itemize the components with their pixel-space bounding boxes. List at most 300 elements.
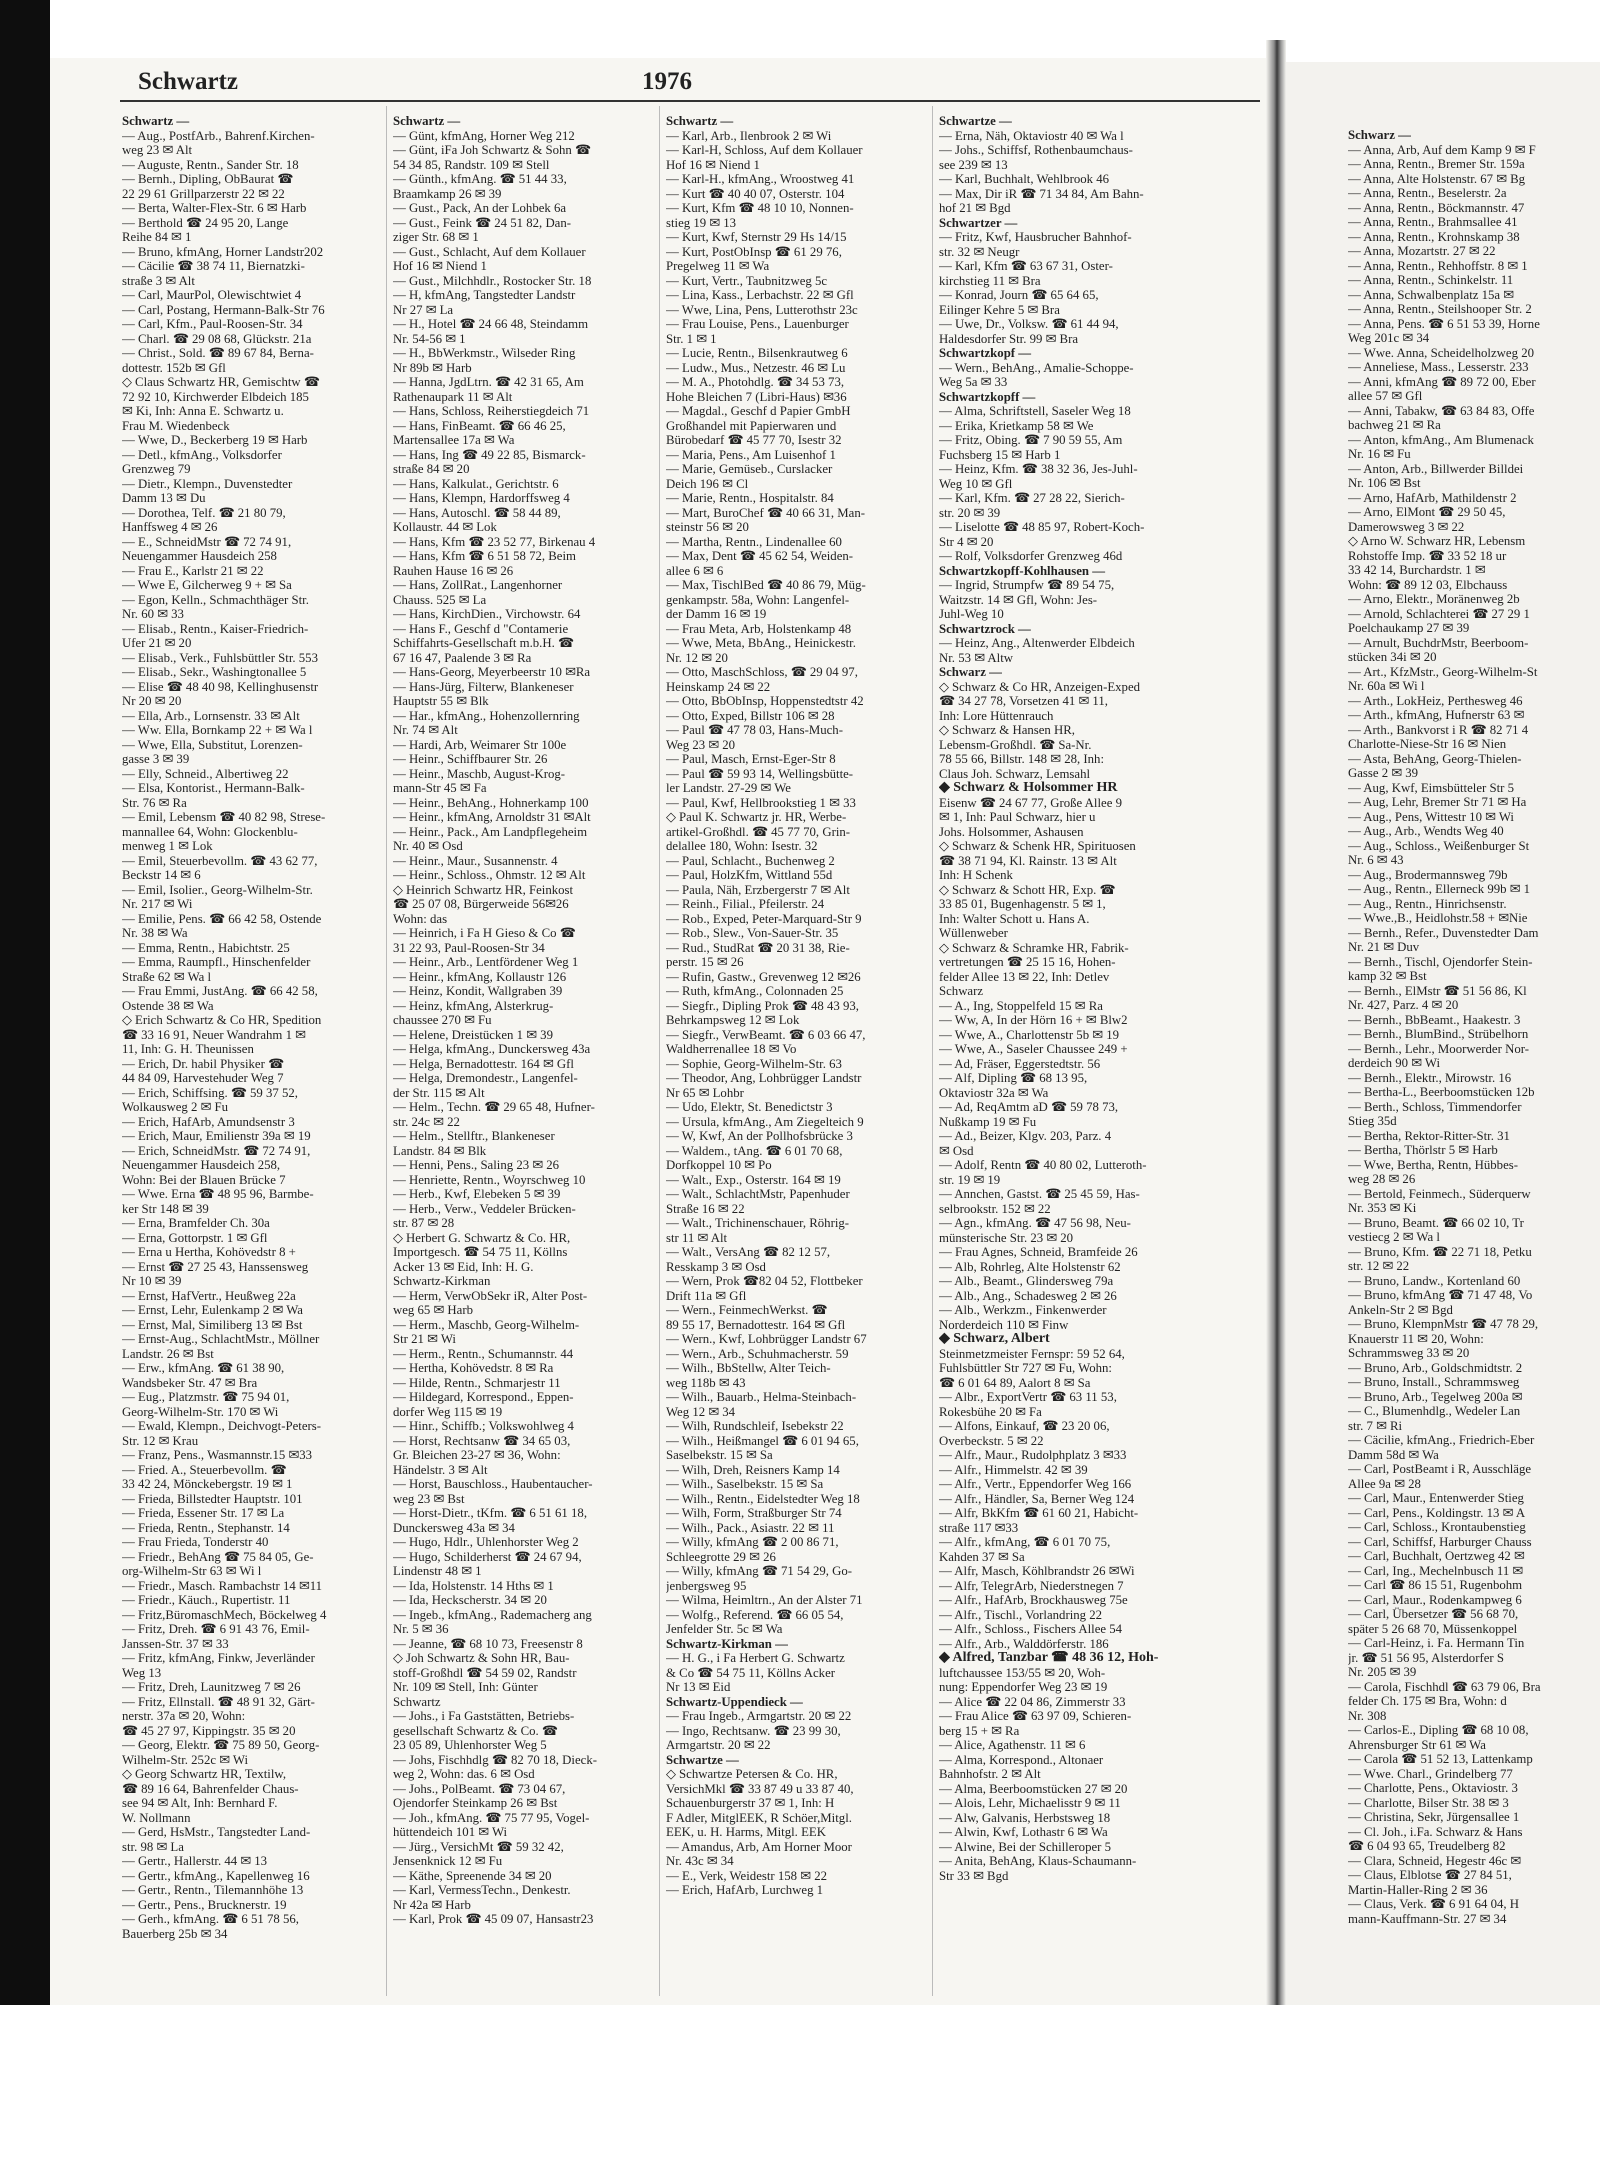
directory-entry: — Anita, BehAng, Klaus-Schaumann- <box>939 1854 1137 1868</box>
directory-entry: — Heinr., Maur., Susannenstr. 4 <box>393 853 558 868</box>
directory-entry: Str 4 ✉ 20 <box>939 534 994 549</box>
directory-entry: Str 21 ✉ Wi <box>393 1332 456 1346</box>
directory-entry: — Alfr., Arb., Walddörferstr. 186 <box>939 1636 1109 1651</box>
directory-entry: Norderdeich 110 ✉ Finw <box>939 1317 1069 1332</box>
directory-entry: — Wwe, Ella, Substitut, Lorenzen- <box>122 737 303 752</box>
directory-entry: vertretungen ☎ 25 15 16, Hohen- <box>939 955 1116 969</box>
directory-entry: — Helene, Dreistücken 1 ✉ 39 <box>393 1027 553 1042</box>
directory-entry: weg 28 ✉ 26 <box>1348 1172 1416 1186</box>
directory-entry: — Frieda, Rentn., Stephanstr. 14 <box>122 1520 290 1535</box>
directory-entry: — Wilh, Form, Straßburger Str 74 <box>666 1506 842 1520</box>
directory-entry: Neuengammer Hausdeich 258, <box>122 1158 281 1172</box>
directory-entry: — Ernst, Lehr, Eulenkamp 2 ✉ Wa <box>122 1303 303 1317</box>
directory-entry: — Anton, Arb., Billwerder Billdei <box>1348 461 1524 476</box>
directory-entry: — Carl, PostBeamt i R, Ausschläge <box>1348 1462 1532 1476</box>
directory-entry: Gasse 2 ✉ 39 <box>1348 766 1419 780</box>
directory-entry: — Gerd, HsMstr., Tangstedter Land- <box>122 1825 311 1839</box>
directory-entry: — Emil, Isolier., Georg-Wilhelm-Str. <box>122 882 313 897</box>
directory-entry: — Herm., Rentn., Schumannstr. 44 <box>393 1346 574 1361</box>
directory-entry: — Emilie, Pens. ☎ 66 42 58, Ostende <box>122 911 322 926</box>
directory-entry: Schwartz — <box>666 114 734 128</box>
directory-entry: — Frau Meta, Arb, Holstenkamp 48 <box>666 621 852 636</box>
directory-entry: — Wwe. Anna, Scheidelholzweg 20 <box>1348 345 1534 360</box>
directory-entry: VersichMkl ☎ 33 87 49 u 33 87 40, <box>666 1781 854 1796</box>
directory-entry: — Aug., Rentn., Ellerneck 99b ✉ 1 <box>1348 882 1531 896</box>
directory-entry: Schwartz-Uppendieck — <box>666 1694 803 1709</box>
directory-entry: — Erich, HafArb, Amundsenstr 3 <box>122 1114 295 1129</box>
directory-entry: Nr 10 ✉ 39 <box>122 1274 182 1288</box>
directory-entry: Bauerberg 25b ✉ 34 <box>122 1926 228 1941</box>
directory-entry: — Erna, Näh, Oktaviostr 40 ✉ Wa l <box>939 128 1124 143</box>
directory-entry: Hof 16 ✉ Niend 1 <box>666 157 760 172</box>
directory-entry: ✉ Ki, Inh: Anna E. Schwartz u. <box>122 404 284 418</box>
directory-entry: — Christina, Sekr, Jürgensallee 1 <box>1348 1810 1520 1824</box>
directory-entry: — Gertr., kfmAng., Kapellenweg 16 <box>122 1868 310 1883</box>
directory-entry: — Gerh., kfmAng. ☎ 6 51 78 56, <box>122 1912 299 1926</box>
directory-entry: — Alma, Schriftstell, Saseler Weg 18 <box>939 404 1131 418</box>
directory-entry: — Anna, Rentn., Rehhoffstr. 8 ✉ 1 <box>1348 258 1528 273</box>
directory-entry: — Anna, Rentn., Böckmannstr. 47 <box>1348 200 1525 215</box>
directory-entry: — Helm., Stellftr., Blankeneser <box>393 1129 555 1143</box>
directory-entry: Schwartze — <box>666 1752 739 1767</box>
directory-entry: Schleegrotte 29 ✉ 26 <box>666 1549 776 1564</box>
directory-entry: — E., Verk, Weidestr 158 ✉ 22 <box>666 1868 827 1883</box>
directory-entry: — Erna u Hertha, Kohövedstr 8 + <box>122 1245 296 1259</box>
directory-entry: Wolkausweg 2 ✉ Fu <box>122 1100 229 1114</box>
directory-entry: — Hans-Jürg, Filterw, Blankeneser <box>393 679 574 694</box>
directory-entry: — Gertr., Hallerstr. 44 ✉ 13 <box>122 1854 268 1868</box>
directory-entry: — Wilh, Dreh, Reisners Kamp 14 <box>666 1462 840 1477</box>
directory-entry: Schwartz <box>393 1694 441 1709</box>
directory-entry: 54 34 85, Randstr. 109 ✉ Stell <box>393 157 550 172</box>
directory-entry: Schiffahrts-Gesellschaft m.b.H. ☎ <box>393 636 574 650</box>
directory-entry: — Dietr., Klempn., Duvenstedter <box>122 476 293 491</box>
directory-entry: — Rufin, Gastw., Grevenweg 12 ✉26 <box>666 969 861 984</box>
directory-entry: — Konrad, Journ ☎ 65 64 65, <box>939 288 1099 302</box>
directory-entry: Ankeln-Str 2 ✉ Bgd <box>1348 1302 1453 1317</box>
directory-entry: Waldherrenallee 18 ✉ Vo <box>666 1042 797 1056</box>
directory-entry: — Anna, Rentn., Beselerstr. 2a <box>1348 186 1507 200</box>
directory-entry: 23 05 89, Uhlenhorster Weg 5 <box>393 1738 547 1752</box>
directory-entry: Deich 196 ✉ Cl <box>666 476 749 491</box>
directory-entry: Acker 13 ✉ Eid, Inh: H. G. <box>393 1259 534 1274</box>
directory-entry: stoff-Großhdl ☎ 54 59 02, Randstr <box>393 1665 577 1680</box>
directory-entry: Weg 23 ✉ 20 <box>666 737 736 752</box>
directory-entry: chaussee 270 ✉ Fu <box>393 1013 492 1027</box>
directory-entry: münsterische Str. 23 ✉ 20 <box>939 1230 1074 1245</box>
directory-entry: Bürobedarf ☎ 45 77 70, Isestr 32 <box>666 433 842 447</box>
directory-entry: Nr 20 ✉ 20 <box>122 694 182 708</box>
directory-entry: delallee 180, Wohn: Isestr. 32 <box>666 839 818 853</box>
directory-entry: see 239 ✉ 13 <box>939 157 1008 172</box>
directory-entry: — W, Kwf, An der Pollhofsbrücke 3 <box>666 1129 853 1143</box>
directory-entry: — Carl, Maur., Rodenkampweg 6 <box>1348 1592 1522 1607</box>
directory-entry: ◇ Schwarz & Schott HR, Exp. ☎ <box>939 882 1116 897</box>
directory-entry: — Marie, Gemüseb., Curslacker <box>666 462 833 476</box>
directory-entry: ◇ Joh Schwartz & Sohn HR, Bau- <box>393 1651 570 1665</box>
directory-entry: Wohn: ☎ 89 12 03, Elbchauss <box>1348 577 1508 592</box>
directory-entry: — Dorothea, Telf. ☎ 21 80 79, <box>122 505 286 520</box>
directory-entry: — Carlos-E., Dipling ☎ 68 10 08, <box>1348 1723 1529 1737</box>
directory-entry: Schwartzkopff — <box>939 389 1036 404</box>
directory-entry: — Horst, Bauschloss., Haubentaucher- <box>393 1477 593 1491</box>
directory-entry: ☎ 33 16 91, Neuer Wandrahm 1 ✉ <box>122 1027 306 1042</box>
directory-entry: Hohe Bleichen 7 (Libri-Haus) ✉36 <box>666 389 847 404</box>
directory-entry: Knauerstr 11 ✉ 20, Wohn: <box>1348 1331 1484 1346</box>
directory-entry: — Herb., Verw., Veddeler Brücken- <box>393 1201 576 1216</box>
directory-entry: str 11 ✉ Alt <box>666 1230 728 1245</box>
directory-entry: — Aug., Rentn., Hinrichsenstr. <box>1348 896 1507 911</box>
directory-entry: — Gust., Milchhdlr., Rostocker Str. 18 <box>393 273 592 288</box>
directory-entry: — Paul, Masch, Ernst-Eger-Str 8 <box>666 752 836 766</box>
directory-entry: Nr 65 ✉ Lohbr <box>666 1085 744 1100</box>
directory-entry: — Gust., Pack, An der Lohbek 6a <box>393 201 567 215</box>
directory-entry: — Alwin, Kwf, Lothastr 6 ✉ Wa <box>939 1825 1108 1839</box>
directory-entry: — Elsa, Kontorist., Hermann-Balk- <box>122 781 305 795</box>
directory-entry: — Käthe, Spreenende 34 ✉ 20 <box>393 1868 552 1883</box>
directory-entry: — Kurt, PostObInsp ☎ 61 29 76, <box>666 244 842 259</box>
directory-entry: — Alfr, BkKfm ☎ 61 60 21, Habicht- <box>939 1506 1139 1520</box>
directory-entry: Nr. 54-56 ✉ 1 <box>393 331 466 346</box>
directory-entry: — Horst, Rechtsanw ☎ 34 65 03, <box>393 1433 571 1448</box>
directory-entry: — Wilh., Saselbekstr. 15 ✉ Sa <box>666 1477 824 1491</box>
directory-entry: — Emil, Lebensm ☎ 40 82 98, Strese- <box>122 810 326 824</box>
directory-entry: dottestr. 152b ✉ Gfl <box>122 360 226 375</box>
directory-entry: — Hans, FinBeamt. ☎ 66 46 25, <box>393 418 566 433</box>
directory-entry: Nr. 217 ✉ Wi <box>122 897 193 911</box>
directory-entry: — C., Blumenhdlg., Wedeler Lan <box>1348 1404 1521 1418</box>
directory-entry: Weg 12 ✉ 34 <box>666 1404 736 1419</box>
directory-entry: weg 65 ✉ Harb <box>393 1303 474 1317</box>
directory-entry: Nr. 53 ✉ Altw <box>939 650 1014 665</box>
directory-entry: Inh: H Schenk <box>939 868 1013 882</box>
directory-entry: — Günth., kfmAng. ☎ 51 44 33, <box>393 172 567 186</box>
directory-entry: — Wern., BehAng., Amalie-Schoppe- <box>939 360 1134 375</box>
directory-entry: Oktaviostr 32a ✉ Wa <box>939 1085 1049 1100</box>
directory-entry: — Paul, Kwf, Hellbrookstieg 1 ✉ 33 <box>666 795 856 810</box>
directory-entry: 11, Inh: G. H. Theunissen <box>122 1042 254 1056</box>
directory-entry: weg 2, Wohn: das. 6 ✉ Osd <box>393 1767 535 1781</box>
directory-entry: ◇ Georg Schwartz HR, Textilw, <box>122 1767 287 1781</box>
directory-entry: — Elly, Schneid., Albertiweg 22 <box>122 766 289 781</box>
directory-entry: hof 21 ✉ Bgd <box>939 201 1011 215</box>
directory-entry: — Alois, Lehr, Michaelisstr 9 ✉ 11 <box>939 1796 1121 1810</box>
directory-entry: — Carl, Schloss., Krontaubenstieg <box>1348 1520 1526 1534</box>
directory-entry: Frau M. Wiedenbeck <box>122 418 230 433</box>
directory-entry: Damm 58d ✉ Wa <box>1348 1447 1439 1462</box>
directory-entry: Str. 1 ✉ 1 <box>666 331 717 346</box>
directory-entry: — Fried. A., Steuerbevollm. ☎ <box>122 1462 287 1477</box>
directory-entry: — Bernh., Tischl, Ojendorfer Stein- <box>1348 954 1533 969</box>
directory-entry: — Frau Agnes, Schneid, Bramfeide 26 <box>939 1245 1138 1259</box>
directory-entry: mann-Str 45 ✉ Fa <box>393 781 487 795</box>
directory-entry: Haldesdorfer Str. 99 ✉ Bra <box>939 331 1079 346</box>
page-number: 1976 <box>642 68 692 95</box>
directory-entry: Chauss. 525 ✉ La <box>393 592 487 607</box>
directory-entry: — Wern., FeinmechWerkst. ☎ <box>666 1303 828 1317</box>
directory-entry: — Erna, Gottorpstr. 1 ✉ Gfl <box>122 1230 268 1245</box>
directory-entry: — Jeanne, ☎ 68 10 73, Freesenstr 8 <box>393 1636 583 1651</box>
directory-entry: — Carl, Ing., Mechelnbusch 11 ✉ <box>1348 1563 1524 1578</box>
directory-entry: — Hans, Schloss, Reiherstiegdeich 71 <box>393 404 590 418</box>
directory-entry: Bahnhofstr. 2 ✉ Alt <box>939 1767 1041 1781</box>
directory-entry: — Heinz, Ang., Altenwerder Elbdeich <box>939 636 1135 650</box>
directory-entry: Steinmetzmeister Fernspr: 59 52 64, <box>939 1346 1125 1361</box>
directory-entry: Georg-Wilhelm-Str. 170 ✉ Wi <box>122 1404 279 1419</box>
directory-entry: — Hans-Georg, Meyerbeerstr 10 ✉Ra <box>393 665 591 679</box>
directory-entry: — Wilh., BbStellw, Alter Teich- <box>666 1361 831 1375</box>
directory-entry: — Wilh., Bauarb., Helma-Steinbach- <box>666 1390 857 1404</box>
directory-entry: Weg 13 <box>122 1665 162 1680</box>
directory-entry: Poelchaukamp 27 ✉ 39 <box>1348 621 1470 635</box>
directory-entry: — Elisab., Rentn., Kaiser-Friedrich- <box>122 621 309 636</box>
directory-entry: — Rob., Exped, Peter-Marquard-Str 9 <box>666 911 862 926</box>
directory-entry: — Maria, Pens., Am Luisenhof 1 <box>666 447 836 462</box>
directory-entry: str. 20 ✉ 39 <box>939 505 1001 520</box>
directory-entry: — Claus, Elblotse ☎ 27 84 51, <box>1348 1868 1512 1882</box>
directory-entry: — Johs., i Fa Gaststätten, Betriebs- <box>393 1709 575 1723</box>
directory-entry: Importgesch. ☎ 54 75 11, Köllns <box>393 1245 568 1259</box>
directory-entry: — Charl. ☎ 29 08 68, Glückstr. 21a <box>122 331 312 346</box>
directory-entry: Nr. 43c ✉ 34 <box>666 1854 734 1868</box>
directory-entry: Schauenburgerstr 37 ✉ 1, Inh: H <box>666 1796 835 1810</box>
directory-entry: — Ella, Arb., Lornsenstr. 33 ✉ Alt <box>122 708 300 723</box>
directory-entry: ☎ 6 04 93 65, Treudelberg 82 <box>1348 1839 1506 1853</box>
directory-entry: allee 6 ✉ 6 <box>666 563 724 578</box>
directory-entry: Claus Joh. Schwarz, Lemsahl <box>939 766 1091 781</box>
directory-entry: — Reinh., Filial., Pfeilerstr. 24 <box>666 897 825 911</box>
directory-column-5 <box>1348 128 1600 1926</box>
directory-entry: — Ernst-Aug., SchlachtMstr., Möllner <box>122 1332 320 1346</box>
directory-entry: — Anna, Pens. ☎ 6 51 53 39, Horne <box>1348 316 1540 331</box>
directory-entry: Grenzweg 79 <box>122 462 191 476</box>
directory-entry: — Anna, Rentn., Steilshooper Str. 2 <box>1348 302 1532 316</box>
directory-entry: — Bruno, kfmAng ☎ 71 47 48, Vo <box>1348 1288 1533 1302</box>
directory-entry: 89 55 17, Bernadottestr. 164 ✉ Gfl <box>666 1317 846 1332</box>
directory-entry: — Waldem., tAng. ☎ 6 01 70 68, <box>666 1143 843 1158</box>
directory-entry: Jenfelder Str. 5c ✉ Wa <box>666 1622 783 1636</box>
directory-entry: — Erich, Schiffsing. ☎ 59 37 52, <box>122 1085 299 1100</box>
directory-entry: — Carl, Kfm., Paul-Roosen-Str. 34 <box>122 317 303 331</box>
directory-entry: — Carola ☎ 51 52 13, Lattenkamp <box>1348 1752 1533 1766</box>
directory-entry: — Horst-Dietr., tKfm. ☎ 6 51 61 18, <box>393 1506 588 1520</box>
directory-entry: — Bernh., Dipling, ObBaurat ☎ <box>122 172 294 186</box>
directory-entry: — Hans, Ing ☎ 49 22 85, Bismarck- <box>393 447 586 462</box>
directory-entry: — Alfr., kfmAng, ☎ 6 01 70 75, <box>939 1535 1111 1549</box>
directory-entry: Nr 13 ✉ Eid <box>666 1680 731 1694</box>
directory-entry: — Auguste, Rentn., Sander Str. 18 <box>122 157 299 172</box>
directory-entry: ker Str 148 ✉ 39 <box>122 1201 209 1216</box>
directory-entry: — Karl, Prok ☎ 45 09 07, Hansastr23 <box>393 1912 594 1926</box>
directory-entry: — Alice ☎ 22 04 86, Zimmerstr 33 <box>939 1694 1126 1709</box>
directory-entry: Behrkampsweg 12 ✉ Lok <box>666 1013 800 1027</box>
directory-entry: Schwartzkopf — <box>939 346 1032 360</box>
directory-entry: ◇ Heinrich Schwartz HR, Feinkost <box>393 882 574 897</box>
directory-entry: — Bertha, Thörlstr 5 ✉ Harb <box>1348 1143 1498 1157</box>
directory-entry: — Herm., Maschb, Georg-Wilhelm- <box>393 1317 580 1332</box>
directory-entry: — Günt, kfmAng, Horner Weg 212 <box>393 128 575 143</box>
directory-entry: kamp 32 ✉ Bst <box>1348 969 1427 983</box>
directory-entry: — Erna, Bramfelder Ch. 30a <box>122 1216 270 1230</box>
directory-entry: Ostende 38 ✉ Wa <box>122 998 214 1013</box>
directory-entry: — Willy, kfmAng ☎ 71 54 29, Go- <box>666 1564 853 1578</box>
directory-entry: ◇ Herbert G. Schwartz & Co. HR, <box>393 1230 571 1245</box>
directory-entry: — Anna, Mozartstr. 27 ✉ 22 <box>1348 244 1496 258</box>
column-separator <box>659 106 660 1996</box>
directory-entry: — Alfr, TelegrArb, Niederstnegen 7 <box>939 1578 1124 1593</box>
directory-entry: Lindenstr 48 ✉ 1 <box>393 1564 482 1578</box>
directory-entry: Straße 16 ✉ 22 <box>666 1201 745 1216</box>
directory-entry: — Alfr., HafArb, Brockhausweg 75e <box>939 1593 1128 1607</box>
directory-entry: — Claus, Verk. ☎ 6 91 64 04, H <box>1348 1897 1520 1911</box>
directory-entry: — Alfr, Masch, Köhlbrandstr 26 ✉Wi <box>939 1564 1135 1578</box>
directory-entry: 67 16 47, Paalende 3 ✉ Ra <box>393 650 532 665</box>
directory-entry: — Karl, VermessTechn., Denkestr. <box>393 1883 571 1897</box>
directory-entry: Drift 11a ✉ Gfl <box>666 1288 747 1303</box>
directory-entry: Nußkamp 19 ✉ Fu <box>939 1114 1037 1129</box>
directory-entry: Nr. 308 <box>1348 1708 1387 1723</box>
directory-entry: — Fritz, Dreh. ☎ 6 91 43 76, Emil- <box>122 1622 310 1636</box>
directory-entry: der Damm 16 ✉ 19 <box>666 607 767 621</box>
directory-entry: — Carl, Schiffsf, Harburger Chauss <box>1348 1534 1532 1549</box>
directory-entry: Nr. 60a ✉ Wi l <box>1348 679 1425 693</box>
directory-entry: — Fritz, Obing. ☎ 7 90 59 55, Am <box>939 433 1123 447</box>
directory-entry: — Ewald, Klempn., Deichvogt-Peters- <box>122 1419 322 1433</box>
directory-entry: — Wilh., Rentn., Eidelstedter Weg 18 <box>666 1491 860 1506</box>
directory-entry: — Fritz, Kwf, Hausbrucher Bahnhof- <box>939 230 1132 244</box>
directory-entry: — Bertold, Feinmech., Süderquerw <box>1348 1186 1531 1201</box>
directory-entry: — Frau Emmi, JustAng. ☎ 66 42 58, <box>122 984 318 998</box>
directory-entry: — Carl-Heinz, i. Fa. Hermann Tin <box>1348 1636 1525 1650</box>
directory-entry: — Bruno, Kfm. ☎ 22 71 18, Petku <box>1348 1244 1532 1259</box>
directory-entry: — Wwe.,B., Heidlohstr.58 + ✉Nie <box>1348 911 1528 925</box>
directory-entry: — Emil, Steuerbevollm. ☎ 43 62 77, <box>122 853 318 868</box>
directory-entry: ◇ Schwarz & Co HR, Anzeigen-Exped <box>939 679 1141 694</box>
directory-entry: — Aug, Kwf, Eimsbütteler Str 5 <box>1348 780 1514 795</box>
directory-entry: — Anna, Schwalbenplatz 15a ✉ <box>1348 287 1515 302</box>
directory-entry: — Gertr., Pens., Brucknerstr. 19 <box>122 1897 287 1912</box>
directory-entry: — Heinz, Kondit, Wallgraben 39 <box>393 984 563 998</box>
directory-entry: — Heinr., kfmAng, Kollaustr 126 <box>393 969 567 984</box>
directory-entry: — Hans, ZollRat., Langenhorner <box>393 578 563 592</box>
directory-entry: — Max, Dent ☎ 45 62 54, Weiden- <box>666 549 854 563</box>
directory-entry: — Albr., ExportVertr ☎ 63 11 53, <box>939 1390 1117 1404</box>
directory-entry: Resskamp 3 ✉ Osd <box>666 1259 766 1274</box>
directory-entry: str. 7 ✉ Ri <box>1348 1418 1403 1433</box>
directory-entry: EEK, u. H. Harms, Mitgl. EEK <box>666 1825 826 1839</box>
directory-entry: berg 15 + ✉ Ra <box>939 1723 1020 1738</box>
directory-column-1 <box>122 114 380 1941</box>
directory-entry: ◇ Arno W. Schwarz HR, Lebensm <box>1348 534 1526 548</box>
directory-entry: — Wwe, Bertha, Rentn, Hübbes- <box>1348 1157 1518 1172</box>
directory-entry: Martin-Haller-Ring 2 ✉ 36 <box>1348 1882 1488 1897</box>
directory-entry: — Ida, Heckscherstr. 34 ✉ 20 <box>393 1593 547 1607</box>
directory-entry: — Cäcilie ☎ 38 74 11, Biernatzki- <box>122 259 305 273</box>
directory-entry: — Siegfr., Dipling Prok ☎ 48 43 93, <box>666 998 859 1013</box>
directory-entry: ◇ Erich Schwartz & Co HR, Spedition <box>122 1013 322 1027</box>
directory-entry: ◆ Schwarz, Albert <box>939 1332 1050 1346</box>
directory-entry: — Anna, Arb, Auf dem Kamp 9 ✉ F <box>1348 142 1536 157</box>
directory-entry: — Carl, Pens., Koldingstr. 13 ✉ A <box>1348 1505 1526 1520</box>
directory-entry: — H., Hotel ☎ 24 66 48, Steindamm <box>393 317 589 331</box>
directory-entry: — Anni, kfmAng ☎ 89 72 00, Eber <box>1348 374 1536 389</box>
directory-entry: Heinskamp 24 ✉ 22 <box>666 679 771 694</box>
directory-entry: — Rob., Slew., Von-Sauer-Str. 35 <box>666 926 839 940</box>
directory-entry: — Gust., Feink ☎ 24 51 82, Dan- <box>393 215 572 230</box>
directory-entry: vestiecg 2 ✉ Wa l <box>1348 1230 1440 1244</box>
directory-entry: — H. G., i Fa Herbert G. Schwartz <box>666 1651 845 1665</box>
directory-entry: — Carl, Postang, Hermann-Balk-Str 76 <box>122 302 325 317</box>
directory-entry: — Elise ☎ 48 40 98, Kellinghusenstr <box>122 679 319 694</box>
directory-entry: Nr. 38 ✉ Wa <box>122 926 188 940</box>
directory-entry: — Erich, Maur, Emilienstr 39a ✉ 19 <box>122 1129 311 1143</box>
directory-entry: Weg 201c ✉ 34 <box>1348 331 1430 345</box>
directory-entry: — Arth., LokHeiz, Perthesweg 46 <box>1348 693 1523 708</box>
directory-entry: — Ww. Ella, Bornkamp 22 + ✉ Wa l <box>122 723 313 737</box>
directory-entry: Händelstr. 3 ✉ Alt <box>393 1462 488 1477</box>
directory-entry: — Frau E., Karlstr 21 ✉ 22 <box>122 563 264 578</box>
directory-entry: straße 117 ✉33 <box>939 1520 1019 1535</box>
directory-entry: — Friedr., Käuch., Rupertistr. 11 <box>122 1593 291 1607</box>
directory-entry: — Karl, Kfm. ☎ 27 28 22, Sierich- <box>939 491 1125 505</box>
directory-entry: Nr 27 ✉ La <box>393 302 454 317</box>
directory-entry: — Bruno, Install., Schrammsweg <box>1348 1375 1520 1389</box>
directory-entry: — Alfons, Einkauf, ☎ 23 20 06, <box>939 1419 1110 1433</box>
directory-entry: — Berthold ☎ 24 95 20, Lange <box>122 215 289 230</box>
directory-entry: — Ad, ReqAmtm aD ☎ 59 78 73, <box>939 1100 1119 1114</box>
directory-entry: — Ursula, kfmAng., Am Ziegelteich 9 <box>666 1114 864 1129</box>
directory-entry: — Wwe. Charl., Grindelberg 77 <box>1348 1766 1513 1781</box>
directory-entry: Beckstr 14 ✉ 6 <box>122 868 201 882</box>
directory-entry: 33 42 14, Burchardstr. 1 ✉ <box>1348 563 1486 577</box>
directory-entry: — Aug, Lehr, Bremer Str 71 ✉ Ha <box>1348 795 1527 809</box>
directory-entry: — Ad., Beizer, Klgv. 203, Parz. 4 <box>939 1129 1112 1143</box>
directory-entry: — Emma, Rentn., Habichtstr. 25 <box>122 940 290 955</box>
directory-entry: — Fritz,BüromaschMech, Böckelweg 4 <box>122 1607 327 1622</box>
directory-entry: Nr. 106 ✉ Bst <box>1348 476 1421 490</box>
directory-entry: Schwartz — <box>393 114 461 128</box>
directory-entry: ◆ Schwarz & Holsommer HR <box>939 781 1118 795</box>
directory-entry: org-Wilhelm-Str 63 ✉ Wi l <box>122 1564 262 1578</box>
directory-entry: — Egon, Kelln., Schmachthäger Str. <box>122 592 309 607</box>
directory-entry: — Ad, Fräser, Eggerstedtstr. 56 <box>939 1056 1101 1071</box>
directory-entry: Nr. 205 ✉ 39 <box>1348 1665 1417 1679</box>
directory-entry: Fuchsberg 15 ✉ Harb 1 <box>939 447 1061 462</box>
directory-entry: Martensallee 17a ✉ Wa <box>393 433 515 447</box>
directory-entry: — Frieda, Essener Str. 17 ✉ La <box>122 1506 285 1520</box>
directory-entry: — Frau Ingeb., Armgartstr. 20 ✉ 22 <box>666 1709 852 1723</box>
directory-entry: Nr. 12 ✉ 20 <box>666 650 728 665</box>
directory-entry: genkampstr. 58a, Wohn: Langenfel- <box>666 592 850 607</box>
directory-entry: — A., Ing, Stoppelfeld 15 ✉ Ra <box>939 998 1103 1013</box>
directory-entry: — Eug., Platzmstr. ☎ 75 94 01, <box>122 1390 290 1404</box>
directory-entry: ✉ 1, Inh: Paul Schwarz, hier u <box>939 810 1096 824</box>
directory-entry: — Agn., kfmAng. ☎ 47 56 98, Neu- <box>939 1216 1131 1230</box>
directory-entry: Janssen-Str. 37 ✉ 33 <box>122 1636 229 1651</box>
directory-entry: gesellschaft Schwartz & Co. ☎ <box>393 1723 558 1738</box>
directory-entry: — Heinr., kfmAng, Arnoldstr 31 ✉Alt <box>393 810 591 824</box>
directory-entry: — Alb., Werkzm., Finkenwerder <box>939 1303 1107 1317</box>
directory-entry: Hauptstr 55 ✉ Blk <box>393 694 489 708</box>
directory-entry: — Erich, HafArb, Lurchweg 1 <box>666 1883 824 1897</box>
directory-entry: Weg 10 ✉ Gfl <box>939 476 1013 491</box>
directory-entry: — Heinr., Schiffbaurer Str. 26 <box>393 752 548 766</box>
directory-entry: — Cäcilie, kfmAng., Friedrich-Eber <box>1348 1433 1535 1447</box>
directory-entry: — Frieda, Billstedter Hauptstr. 101 <box>122 1491 303 1506</box>
directory-entry: — Otto, BbObInsp, Hoppenstedtstr 42 <box>666 694 864 708</box>
directory-entry: — Adolf, Rentn ☎ 40 80 02, Lutteroth- <box>939 1158 1147 1172</box>
directory-entry: — Lucie, Rentn., Bilsenkrautweg 6 <box>666 346 848 360</box>
